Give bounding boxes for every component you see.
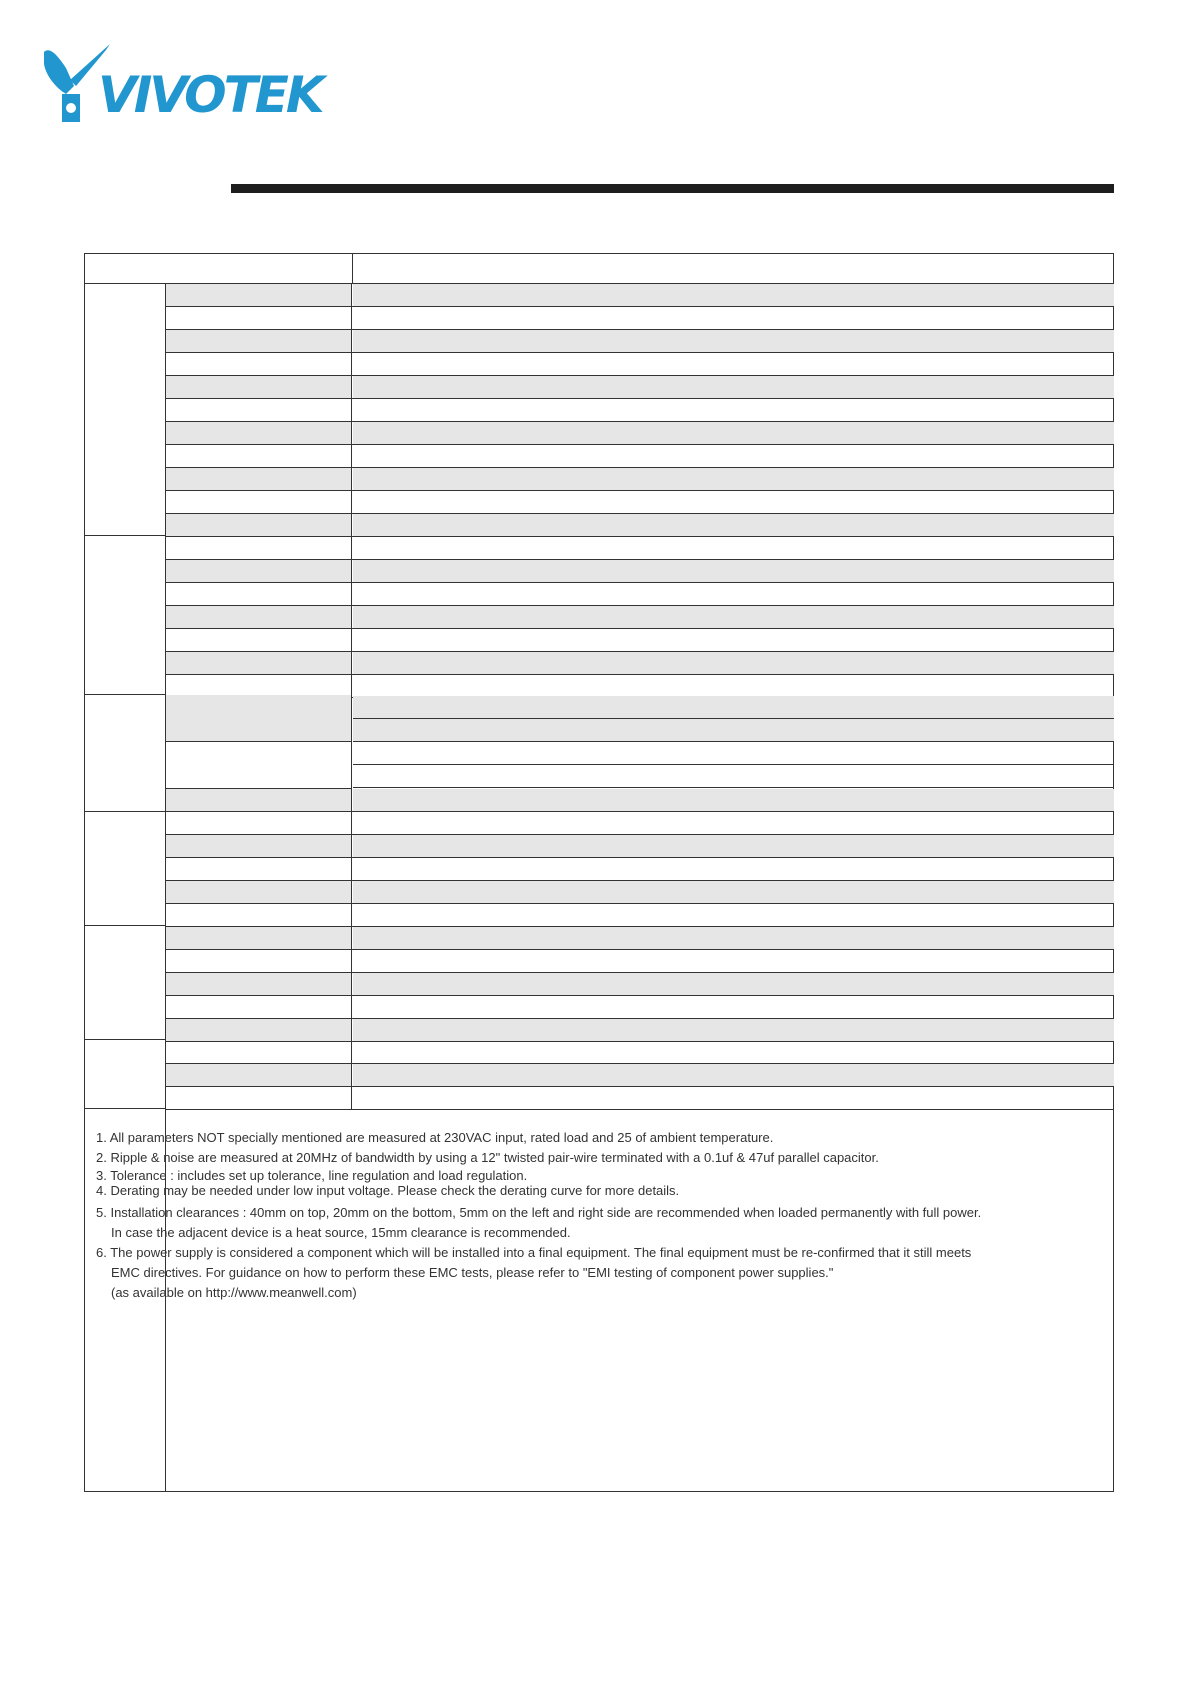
merged-label-cell <box>166 695 352 742</box>
table-row <box>166 422 1114 445</box>
table-row <box>166 881 1114 904</box>
note-line: 6. The power supply is considered a component which will be installed into a final equipment. The final equipment must be re-confirmed that it still meets <box>96 1245 972 1260</box>
note-line: 2. Ripple & noise are measured at 20MHz of bandwidth by using a 12" twisted pair-wire terminated with a 0.1uf & 47uf parallel capacitor. <box>96 1150 879 1165</box>
table-row <box>166 307 1114 330</box>
table-row <box>166 353 1114 376</box>
table-row <box>353 765 1114 788</box>
table-row <box>166 812 1114 835</box>
table-row <box>166 399 1114 422</box>
table-row <box>166 904 1114 927</box>
table-row <box>166 652 1114 675</box>
table-row <box>353 696 1114 719</box>
table-row <box>166 560 1114 583</box>
note-line: In case the adjacent device is a heat source, 15mm clearance is recommended. <box>111 1225 571 1240</box>
table-row <box>166 927 1114 950</box>
table-row <box>166 514 1114 537</box>
table-row <box>166 835 1114 858</box>
vivotek-logo <box>40 42 345 124</box>
merged-label-cell <box>166 742 352 789</box>
group-protection <box>85 695 165 812</box>
table-row <box>166 330 1114 353</box>
table-row <box>166 858 1114 881</box>
table-row <box>166 973 1114 996</box>
notes-section <box>96 1128 1026 1303</box>
table-row <box>166 606 1114 629</box>
group-safety-emc <box>85 926 165 1040</box>
note-line: 1. All parameters NOT specially mentioned are measured at 230VAC input, rated load and 25 of ambient temperature. <box>96 1130 774 1145</box>
group-others <box>85 1040 165 1109</box>
header-rule <box>231 184 1114 193</box>
table-row <box>166 284 1114 307</box>
table-row <box>166 1087 1114 1110</box>
note-line: EMC directives. For guidance on how to perform these EMC tests, please refer to "EMI testing of component power supplies." <box>111 1265 834 1280</box>
note-line: 5. Installation clearances : 40mm on top, 20mm on the bottom, 5mm on the left and right side are recommended when loaded permanently with full power. <box>96 1205 982 1220</box>
brand-wordmark: VIVOTEK <box>98 66 322 124</box>
table-row <box>166 376 1114 399</box>
table-row <box>166 1064 1114 1087</box>
note-line: 3. Tolerance : includes set up tolerance, line regulation and load regulation. <box>96 1168 528 1183</box>
table-row <box>166 629 1114 652</box>
note-line: (as available on http://www.meanwell.com) <box>111 1285 357 1300</box>
spec-table <box>84 253 1114 1492</box>
table-row <box>166 468 1114 491</box>
header-divider <box>352 254 353 284</box>
group-input <box>85 536 165 695</box>
table-row <box>166 445 1114 468</box>
table-row <box>166 491 1114 514</box>
table-row <box>353 742 1114 765</box>
table-row <box>166 789 1114 812</box>
group-environment <box>85 812 165 926</box>
table-row <box>166 950 1114 973</box>
table-row <box>166 1019 1114 1042</box>
table-row <box>166 996 1114 1019</box>
note-line: 4. Derating may be needed under low input voltage. Please check the derating curve for more details. <box>96 1183 680 1198</box>
table-row <box>166 1041 1114 1064</box>
table-row <box>166 583 1114 606</box>
group-output <box>85 284 165 536</box>
table-row <box>353 719 1114 742</box>
table-row <box>166 537 1114 560</box>
